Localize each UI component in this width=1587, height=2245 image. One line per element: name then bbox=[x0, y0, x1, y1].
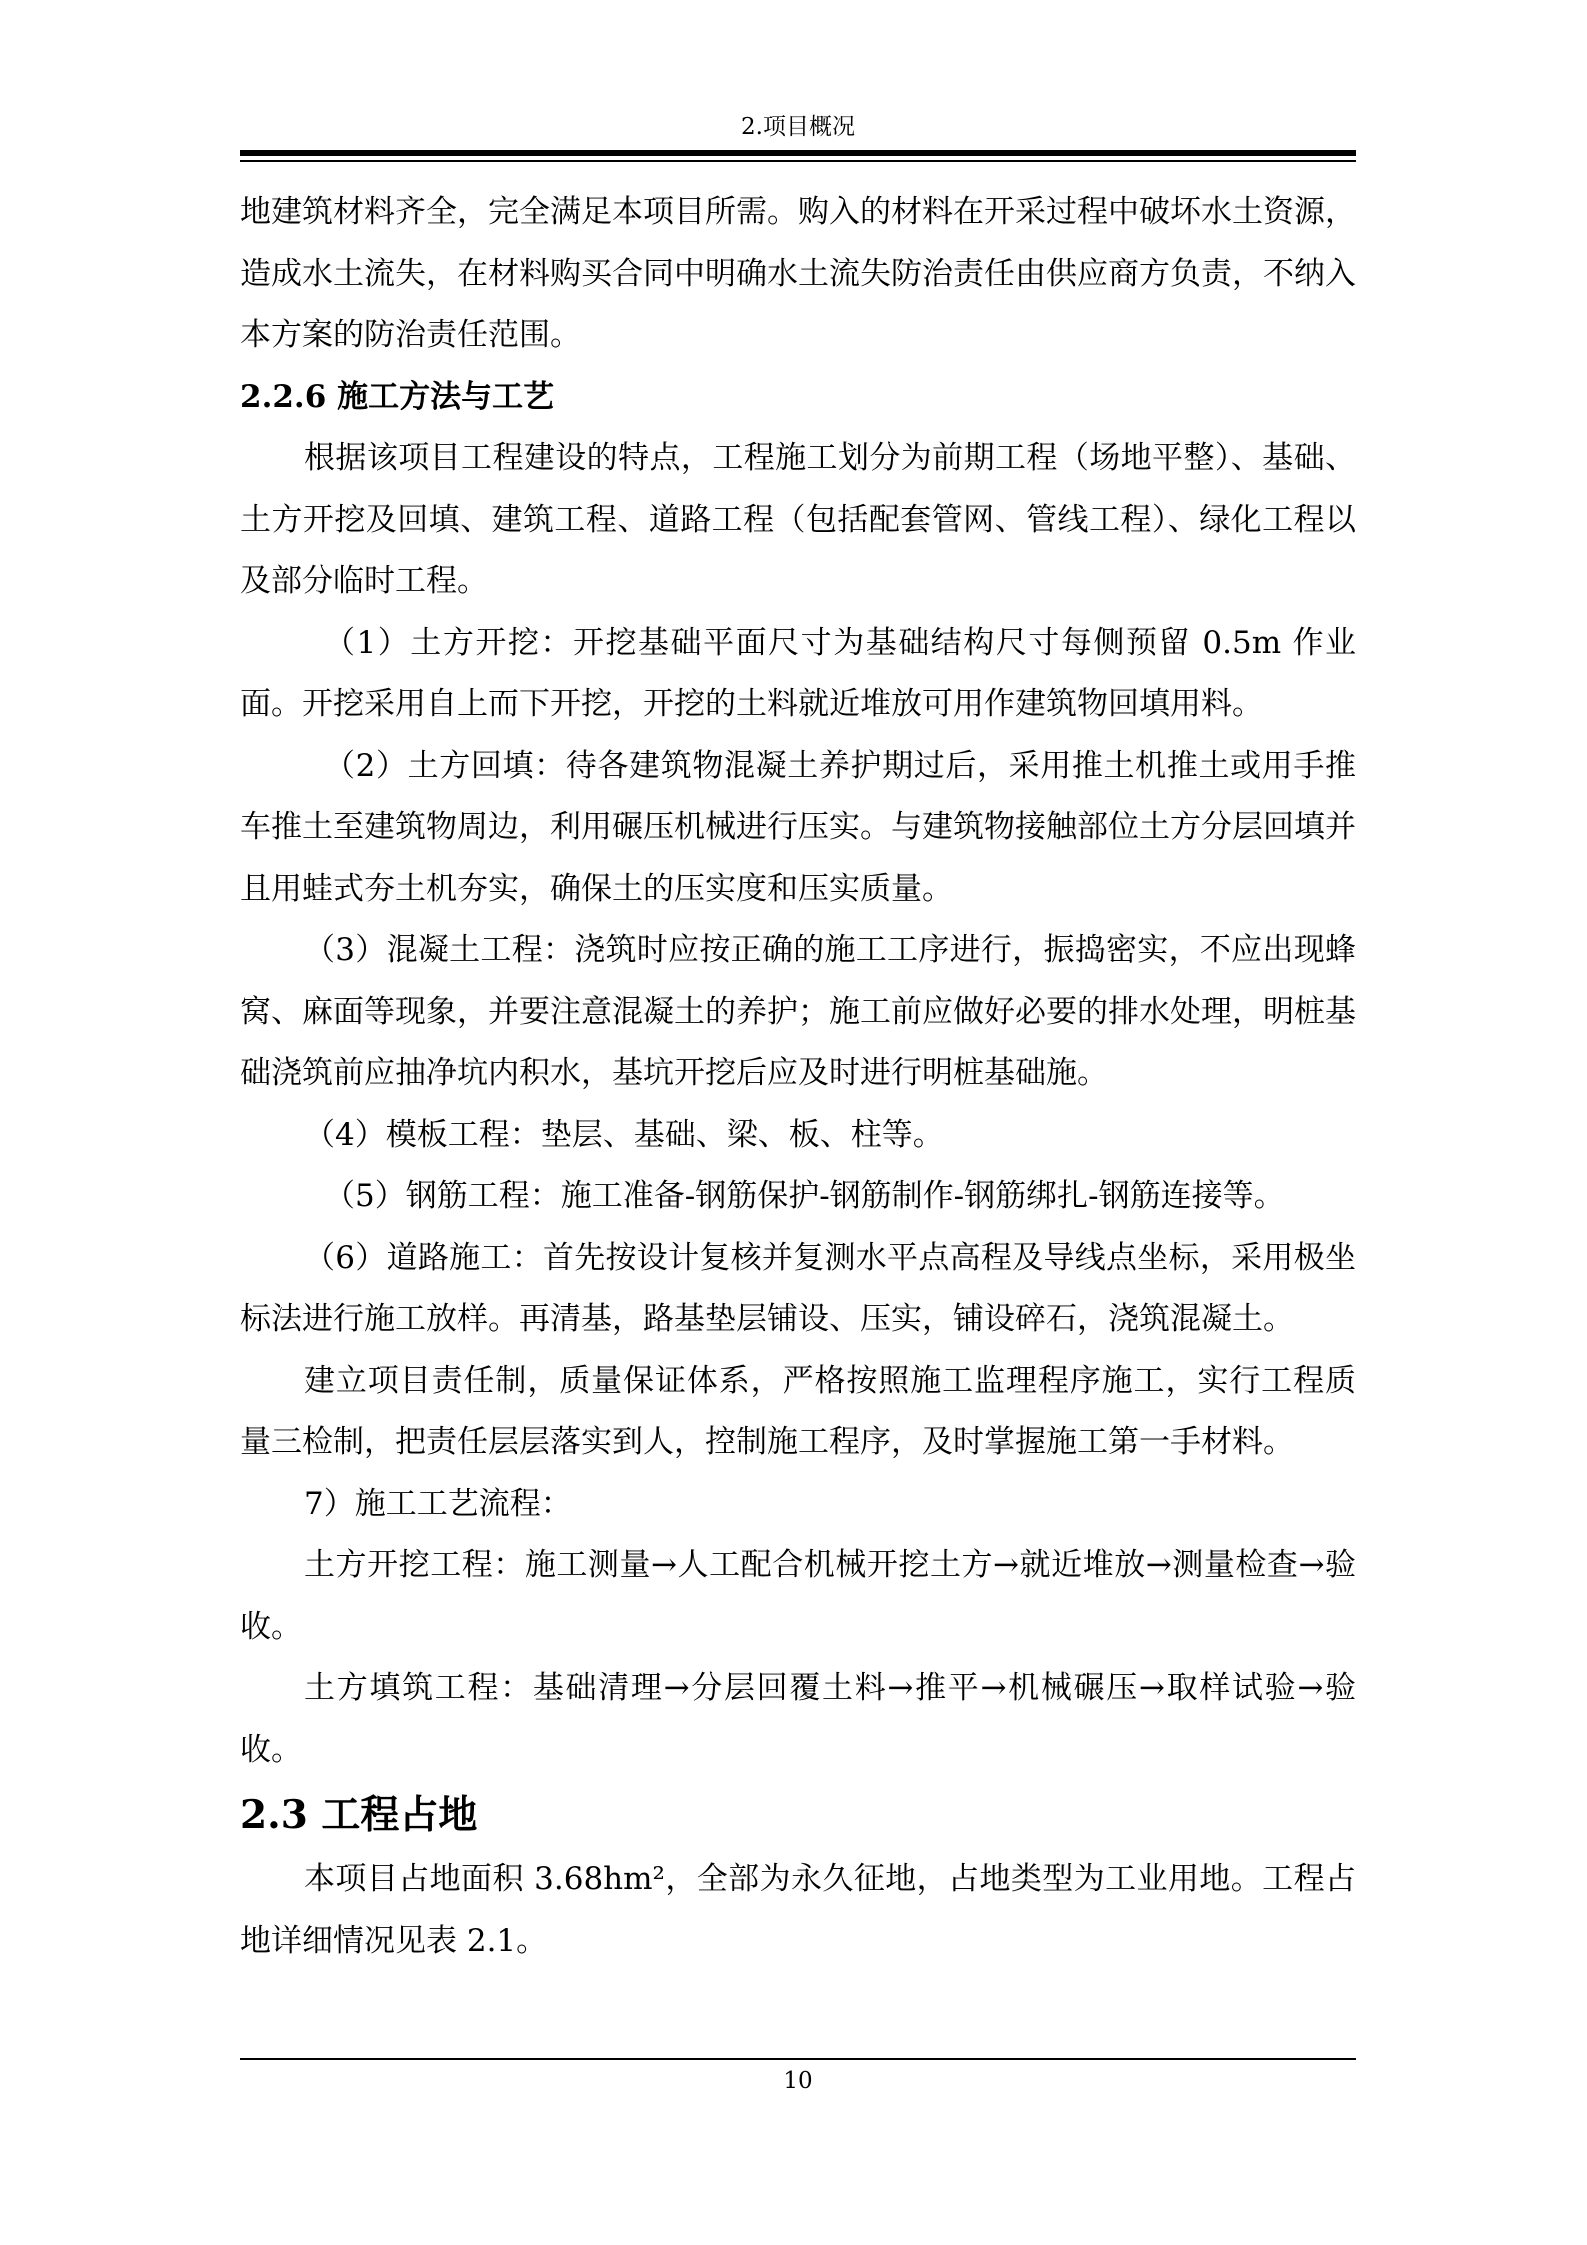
paragraph-rebar-works: （5）钢筋工程：施工准备-钢筋保护-钢筋制作-钢筋绑扎-钢筋连接等。 bbox=[324, 1178, 1285, 1214]
footer-rule bbox=[240, 2058, 1356, 2060]
header-rule-thin bbox=[240, 160, 1356, 162]
paragraph-road-construction: （6）道路施工：首先按设计复核并复测水平点高程及导线点坐标，采用极坐标法进行施工放样。再清基，路基垫层铺设、压实，铺设碎石，浇筑混凝土。 bbox=[240, 1239, 1356, 1337]
paragraph-construction-method: 根据该项目工程建设的特点，工程施工划分为前期工程（场地平整）、基础、土方开挖及回填、建筑工程、道路工程（包括配套管网、管线工程）、绿化工程以及部分临时工程。 bbox=[240, 440, 1356, 599]
paragraph-process-flow-title: 7）施工工艺流程： bbox=[304, 1485, 572, 1522]
paragraph-fill-flow: 土方填筑工程：基础清理→分层回覆土料→推平→机械碾压→取样试验→验收。 bbox=[240, 1670, 1356, 1768]
header-rule-thick bbox=[240, 150, 1356, 156]
paragraph-excavation-flow: 土方开挖工程：施工测量→人工配合机械开挖土方→就近堆放→测量检查→验收。 bbox=[240, 1547, 1356, 1645]
page-number: 10 bbox=[783, 2068, 813, 2094]
paragraph-land-occupation: 本项目占地面积 3.68hm²，全部为永久征地，占地类型为工业用地。工程占地详细情况见表 2.1。 bbox=[240, 1861, 1356, 1959]
page-content bbox=[240, 182, 1356, 1972]
section-heading-2-2-6: 2.2.6 施工方法与工艺 bbox=[240, 378, 555, 415]
section-heading-2-3: 2.3 工程占地 bbox=[240, 1792, 478, 1838]
paragraph-intro: 地建筑材料齐全，完全满足本项目所需。购入的材料在开采过程中破坏水土资源，造成水土流失，在材料购买合同中明确水土流失防治责任由供应商方负责，不纳入本方案的防治责任范围。 bbox=[240, 194, 1356, 353]
paragraph-quality-system: 建立项目责任制，质量保证体系，严格按照施工监理程序施工，实行工程质量三检制，把责任层层落实到人，控制施工程序，及时掌握施工第一手材料。 bbox=[240, 1362, 1356, 1460]
paragraph-concrete-works: （3）混凝土工程：浇筑时应按正确的施工工序进行，振捣密实，不应出现蜂窝、麻面等现象，并要注意混凝土的养护；施工前应做好必要的排水处理，明桩基础浇筑前应抽净坑内积水，基坑开挖后应及时进行明桩基础施。 bbox=[240, 932, 1356, 1091]
running-header: 2.项目概况 bbox=[741, 114, 855, 140]
paragraph-earth-backfill: （2）土方回填：待各建筑物混凝土养护期过后，采用推土机推土或用手推车推土至建筑物周边，利用碾压机械进行压实。与建筑物接触部位土方分层回填并且用蛙式夯土机夯实，确保土的压实度和压实质量。 bbox=[240, 747, 1356, 907]
paragraph-earth-excavation: （1）土方开挖：开挖基础平面尺寸为基础结构尺寸每侧预留 0.5m 作业面。开挖采用自上而下开挖，开挖的土料就近堆放可用作建筑物回填用料。 bbox=[240, 624, 1356, 722]
paragraph-formwork: （4）模板工程：垫层、基础、梁、板、柱等。 bbox=[304, 1116, 944, 1153]
